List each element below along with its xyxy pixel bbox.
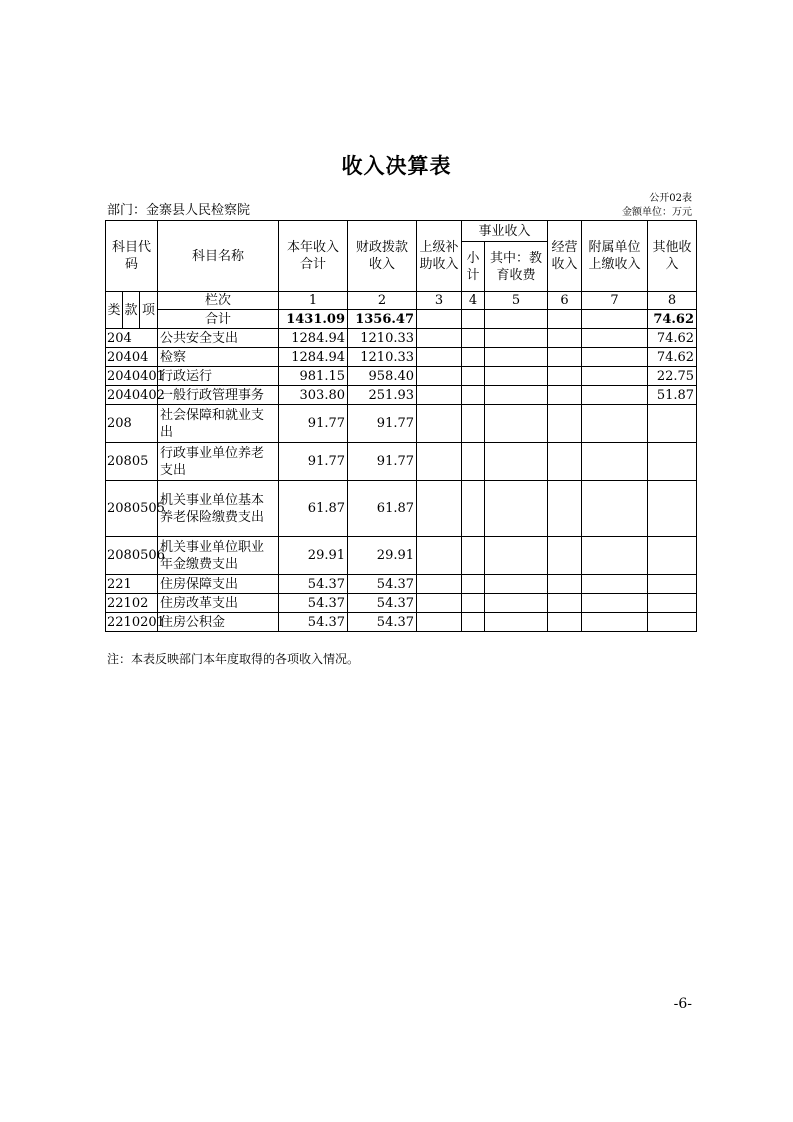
row-code: 2040401 [107, 368, 165, 384]
row-col1: 1284.94 [279, 329, 348, 348]
row-col2: 91.77 [348, 405, 417, 443]
header-subject-code: 科目代码 [106, 221, 158, 292]
row-col1: 61.87 [279, 481, 348, 537]
row-code: 20404 [106, 348, 158, 367]
row-col1: 29.91 [279, 537, 348, 575]
row-code: 2080506 [106, 537, 158, 575]
amount-unit: 金额单位：万元 [622, 207, 692, 218]
row-name: 住房保障支出 [158, 575, 279, 594]
table-row [106, 367, 697, 386]
row-col8 [648, 481, 697, 537]
row-code: 22102 [106, 594, 158, 613]
row-col2: 958.40 [348, 367, 417, 386]
column-number: 4 [462, 292, 485, 310]
table-note: 注：本表反映部门本年度取得的各项收入情况。 [107, 652, 360, 666]
page-number: -6- [673, 996, 692, 1012]
row-code: 2080505 [106, 481, 158, 537]
table-row [106, 386, 697, 405]
row-col2: 91.77 [348, 443, 417, 481]
row-col2: 54.37 [348, 575, 417, 594]
header-business-income: 事业收入 [462, 221, 548, 242]
department-label: 部门：金寨县人民检察院 [107, 203, 251, 218]
table-row [106, 405, 697, 443]
row-name: 检察 [158, 348, 279, 367]
header-column-label: 栏次 [158, 292, 279, 310]
total-col5 [485, 310, 548, 329]
row-col2: 1210.33 [348, 348, 417, 367]
row-col8: 51.87 [648, 386, 697, 405]
row-code: 20805 [106, 443, 158, 481]
row-code: 204 [106, 329, 158, 348]
row-col1: 54.37 [279, 594, 348, 613]
row-name: 机关事业单位基本养老保险缴费支出 [158, 481, 279, 537]
total-col7 [582, 310, 648, 329]
table-row [106, 613, 697, 632]
row-code: 2040402 [107, 387, 165, 403]
form-number: 公开02表 [649, 193, 692, 204]
total-col8: 74.62 [648, 310, 697, 329]
header-subject-name: 科目名称 [158, 221, 279, 292]
total-col3 [417, 310, 462, 329]
column-number: 5 [485, 292, 548, 310]
row-name: 公共安全支出 [158, 329, 279, 348]
row-col1: 303.80 [279, 386, 348, 405]
header-col1: 本年收入合计 [279, 221, 348, 292]
header-col3: 上级补助收入 [417, 221, 462, 292]
row-name: 机关事业单位职业年金缴费支出 [158, 537, 279, 575]
row-col8 [648, 613, 697, 632]
total-col1: 1431.09 [279, 310, 348, 329]
header-col6: 经营收入 [548, 221, 582, 292]
column-number: 8 [648, 292, 697, 310]
column-number: 7 [582, 292, 648, 310]
table-row [106, 348, 697, 367]
row-col8: 22.75 [648, 367, 697, 386]
column-number: 6 [548, 292, 582, 310]
total-col2: 1356.47 [348, 310, 417, 329]
row-name: 行政事业单位养老支出 [158, 443, 279, 481]
row-name: 社会保障和就业支出 [158, 405, 279, 443]
row-col1: 91.77 [279, 443, 348, 481]
total-col4 [462, 310, 485, 329]
total-col6 [548, 310, 582, 329]
column-number: 3 [417, 292, 462, 310]
row-col2: 251.93 [348, 386, 417, 405]
row-col2: 54.37 [348, 594, 417, 613]
row-col8: 74.62 [648, 329, 697, 348]
row-col8 [648, 537, 697, 575]
table-row [106, 481, 697, 537]
row-name: 行政运行 [158, 367, 279, 386]
row-col2: 61.87 [348, 481, 417, 537]
page-title: 收入决算表 [341, 154, 452, 178]
row-col8 [648, 575, 697, 594]
row-col8 [648, 405, 697, 443]
row-col1: 54.37 [279, 613, 348, 632]
row-col1: 54.37 [279, 575, 348, 594]
row-col1: 1284.94 [279, 348, 348, 367]
header-xiang: 项 [140, 292, 158, 329]
header-kuan: 款 [123, 292, 140, 329]
table-row [106, 443, 697, 481]
header-col4: 小计 [462, 242, 485, 292]
row-col2: 29.91 [348, 537, 417, 575]
row-col1: 981.15 [279, 367, 348, 386]
income-table [105, 220, 697, 632]
row-name: 住房公积金 [158, 613, 279, 632]
total-label: 合计 [158, 310, 279, 329]
column-number: 1 [279, 292, 348, 310]
table-row [106, 537, 697, 575]
column-number: 2 [348, 292, 417, 310]
row-col2: 1210.33 [348, 329, 417, 348]
row-code: 2210201 [107, 614, 165, 630]
row-col8: 74.62 [648, 348, 697, 367]
header-col7: 附属单位上缴收入 [582, 221, 648, 292]
row-name: 住房改革支出 [158, 594, 279, 613]
header-col2: 财政拨款收入 [348, 221, 417, 292]
header-lei: 类 [106, 292, 123, 329]
row-col2: 54.37 [348, 613, 417, 632]
row-name: 一般行政管理事务 [158, 386, 279, 405]
row-col8 [648, 594, 697, 613]
table-row [106, 575, 697, 594]
row-code: 221 [106, 575, 158, 594]
row-col1: 91.77 [279, 405, 348, 443]
header-col5: 其中：教育收费 [485, 242, 548, 292]
table-row [106, 329, 697, 348]
row-col8 [648, 443, 697, 481]
table-row [106, 594, 697, 613]
row-code: 208 [106, 405, 158, 443]
header-col8: 其他收入 [648, 221, 697, 292]
